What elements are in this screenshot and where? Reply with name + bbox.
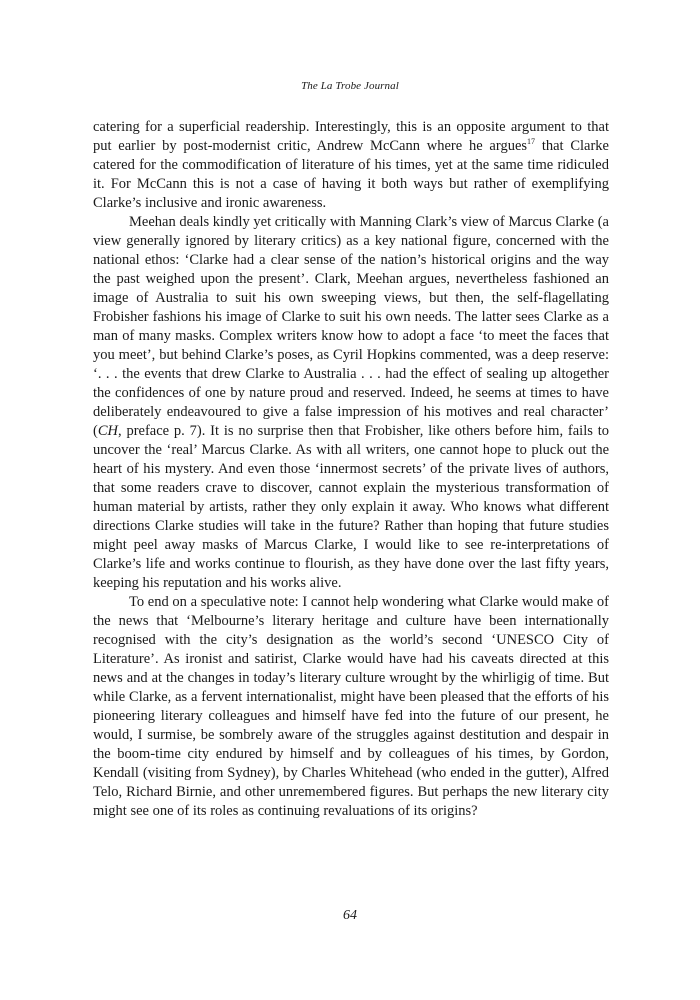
paragraph-2-text-b: , preface p. 7). It is no surprise then that Frobisher, like others before him, fails to uncover the ‘real’ Marcus Clarke. As with all writers, one cannot hope to pluck out the heart of his mystery. And even those ‘innermost secrets’ of the private lives of authors, that some readers crave to discover, cannot explain the mysterious transformation of human material by artists, rather they only explain it away. Who knows what different directions Clarke studies will take in the future? Rather than hoping that future studies might peel away masks of Marcus Clarke, I would like to see re-interpretations of Clarke’s life and works continue to flourish, as they have done over the last fifty years, keeping his reputation and his works alive.: [93, 423, 609, 591]
page-number: 64: [343, 908, 357, 923]
running-head: The La Trobe Journal: [301, 80, 399, 92]
paragraph-2-text-a: Meehan deals kindly yet critically with Manning Clark’s view of Marcus Clarke (a view generally ignored by literary critics) as a key national figure, concerned with the national ethos: ‘Clarke had a clear sense of the nation’s historical origins and the way the past weighed upon the present’. Clark, Meehan argues, nevertheless fashioned an image of Australia to suit his own sweeping views, but then, the self-flagellating Frobisher fashions his image of Clarke to suit his own needs. The latter sees Clarke as a man of many masks. Complex writers know how to adopt a face ‘to meet the faces that you meet’, but behind Clarke’s poses, as Cyril Hopkins commented, was a deep reserve: ‘. . . the events that drew Clarke to Australia . . . had the effect of sealing up altogether the confidences of one by nature proud and reserved. Indeed, he seems at times to have deliberately endeavoured to give a false impression of his motives and real character’ (: [93, 214, 609, 439]
paragraph-2: [93, 213, 609, 593]
footnote-marker-17: 17: [527, 137, 536, 147]
article-body: [93, 118, 609, 821]
paragraph-1-text-b: that Clarke catered for the commodification of literature of his times, yet at the same time ridiculed it. For McCann this is not a case of having it both ways but rather of exemplifying Clarke’s inclusive and ironic awareness.: [93, 138, 609, 211]
paragraph-1-text-a: catering for a superficial readership. Interestingly, this is an opposite argument to that put earlier by post-modernist critic, Andrew McCann where he argues: [93, 119, 609, 154]
paragraph-3: To end on a speculative note: I cannot help wondering what Clarke would make of the news that ‘Melbourne’s literary heritage and culture have been internationally recognised with the city’s designation as the world’s second ‘UNESCO City of Literature’. As ironist and satirist, Clarke would have had his caveats directed at this news and at the changes in today’s literary culture wrought by the whirligig of time. But while Clarke, as a fervent internationalist, might have been pleased that the efforts of his pioneering literary colleagues and himself have fed into the future of our present, he would, I surmise, be sombrely aware of the struggles against destitution and despair in the boom-time city endured by himself and by colleagues of his times, by Gordon, Kendall (visiting from Sydney), by Charles Whitehead (who ended in the gutter), Alfred Telo, Richard Birnie, and other unremembered figures. But perhaps the new literary city might see one of its roles as continuing revaluations of its origins?: [93, 594, 609, 819]
citation-abbreviation: CH: [97, 423, 118, 439]
paragraph-1: [93, 118, 609, 213]
